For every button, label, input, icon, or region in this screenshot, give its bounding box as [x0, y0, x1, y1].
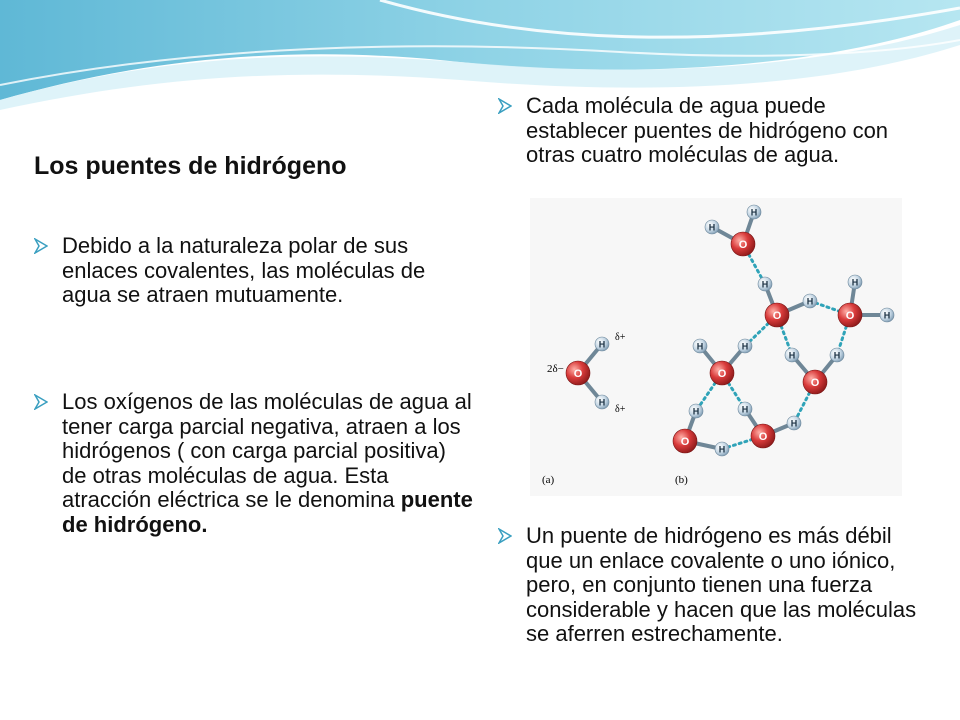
hydrogen-atom — [787, 416, 801, 430]
svg-text:O: O — [573, 368, 583, 380]
bullet-polar-attraction — [34, 234, 454, 308]
oxygen-atom — [751, 424, 775, 448]
oxygen-atom — [803, 370, 827, 394]
svg-text:O: O — [772, 310, 782, 322]
svg-text:O: O — [717, 368, 727, 380]
bullet-text: Un puente de hidrógeno es más débil que un enlace covalente o uno iónico, pero, en conjunto tienen una fuerza considerable y hacen que las moléculas se aferren estrechamente. — [526, 523, 917, 646]
hydrogen-atom — [738, 339, 752, 353]
hydrogen-atom — [715, 442, 729, 456]
charge-positive-bottom-label: δ+ — [615, 404, 626, 415]
water-hydrogen-bond-diagram — [530, 198, 902, 496]
svg-text:H: H — [741, 404, 749, 415]
oxygen-atom — [731, 232, 755, 256]
svg-text:O: O — [738, 239, 748, 251]
panel-b-label: (b) — [675, 474, 688, 486]
svg-text:O: O — [758, 431, 768, 443]
hydrogen-atom — [595, 395, 609, 409]
oxygen-atom — [765, 303, 789, 327]
svg-text:H: H — [788, 350, 796, 361]
oxygen-atom — [838, 303, 862, 327]
svg-text:O: O — [810, 377, 820, 389]
svg-text:H: H — [833, 350, 841, 361]
svg-text:H: H — [741, 341, 749, 352]
svg-text:H: H — [598, 397, 606, 408]
arrow-bullet-icon — [34, 394, 48, 410]
svg-text:H: H — [708, 222, 716, 233]
svg-text:O: O — [680, 436, 690, 448]
bullet-text — [34, 390, 474, 537]
oxygen-atom — [710, 361, 734, 385]
bullet-bond-strength — [498, 524, 928, 647]
hydrogen-atom — [689, 404, 703, 418]
bullet-text: Debido a la naturaleza polar de sus enlaces covalentes, las moléculas de agua se atraen mutuamente. — [62, 233, 426, 307]
svg-text:H: H — [806, 296, 814, 307]
hydrogen-atom — [747, 205, 761, 219]
arrow-bullet-icon — [34, 238, 48, 254]
hydrogen-atom — [693, 339, 707, 353]
charge-negative-label: 2δ− — [547, 363, 564, 375]
oxygen-atom — [673, 429, 697, 453]
bullet-oxygen-attraction — [34, 390, 474, 537]
hydrogen-atom — [705, 220, 719, 234]
panel-a-label: (a) — [542, 474, 555, 486]
svg-text:O: O — [845, 310, 855, 322]
bullet-four-molecules — [498, 94, 928, 168]
hydrogen-atom — [848, 275, 862, 289]
hydrogen-atom — [880, 308, 894, 322]
svg-text:H: H — [761, 279, 769, 290]
bullet-text: Cada molécula de agua puede establecer puentes de hidrógeno con otras cuatro moléculas de agua. — [526, 93, 889, 167]
svg-text:H: H — [883, 310, 891, 321]
svg-text:H: H — [750, 207, 758, 218]
svg-text:H: H — [718, 444, 726, 455]
charge-positive-top-label: δ+ — [615, 332, 626, 343]
oxygen-atom — [566, 361, 590, 385]
hydrogen-atom — [785, 348, 799, 362]
svg-text:H: H — [692, 406, 700, 417]
svg-text:H: H — [696, 341, 704, 352]
hydrogen-atom — [595, 337, 609, 351]
svg-text:H: H — [851, 277, 859, 288]
hydrogen-atom — [803, 294, 817, 308]
svg-text:H: H — [598, 339, 606, 350]
bullet-text-body: Los oxígenos de las moléculas de agua al tener carga parcial negativa, atraen a los hidrógenos ( con carga parcial positiva) de otras moléculas de agua. Esta atracción eléctrica se le denomina — [62, 389, 472, 512]
hydrogen-atom — [758, 277, 772, 291]
svg-text:H: H — [790, 418, 798, 429]
slide-title: Los puentes de hidrógeno — [34, 152, 347, 180]
arrow-bullet-icon — [498, 98, 512, 114]
hydrogen-atom — [830, 348, 844, 362]
arrow-bullet-icon — [498, 528, 512, 544]
bullet-text-bold-term: puente de hidrógeno. — [62, 487, 473, 537]
hydrogen-atom — [738, 402, 752, 416]
